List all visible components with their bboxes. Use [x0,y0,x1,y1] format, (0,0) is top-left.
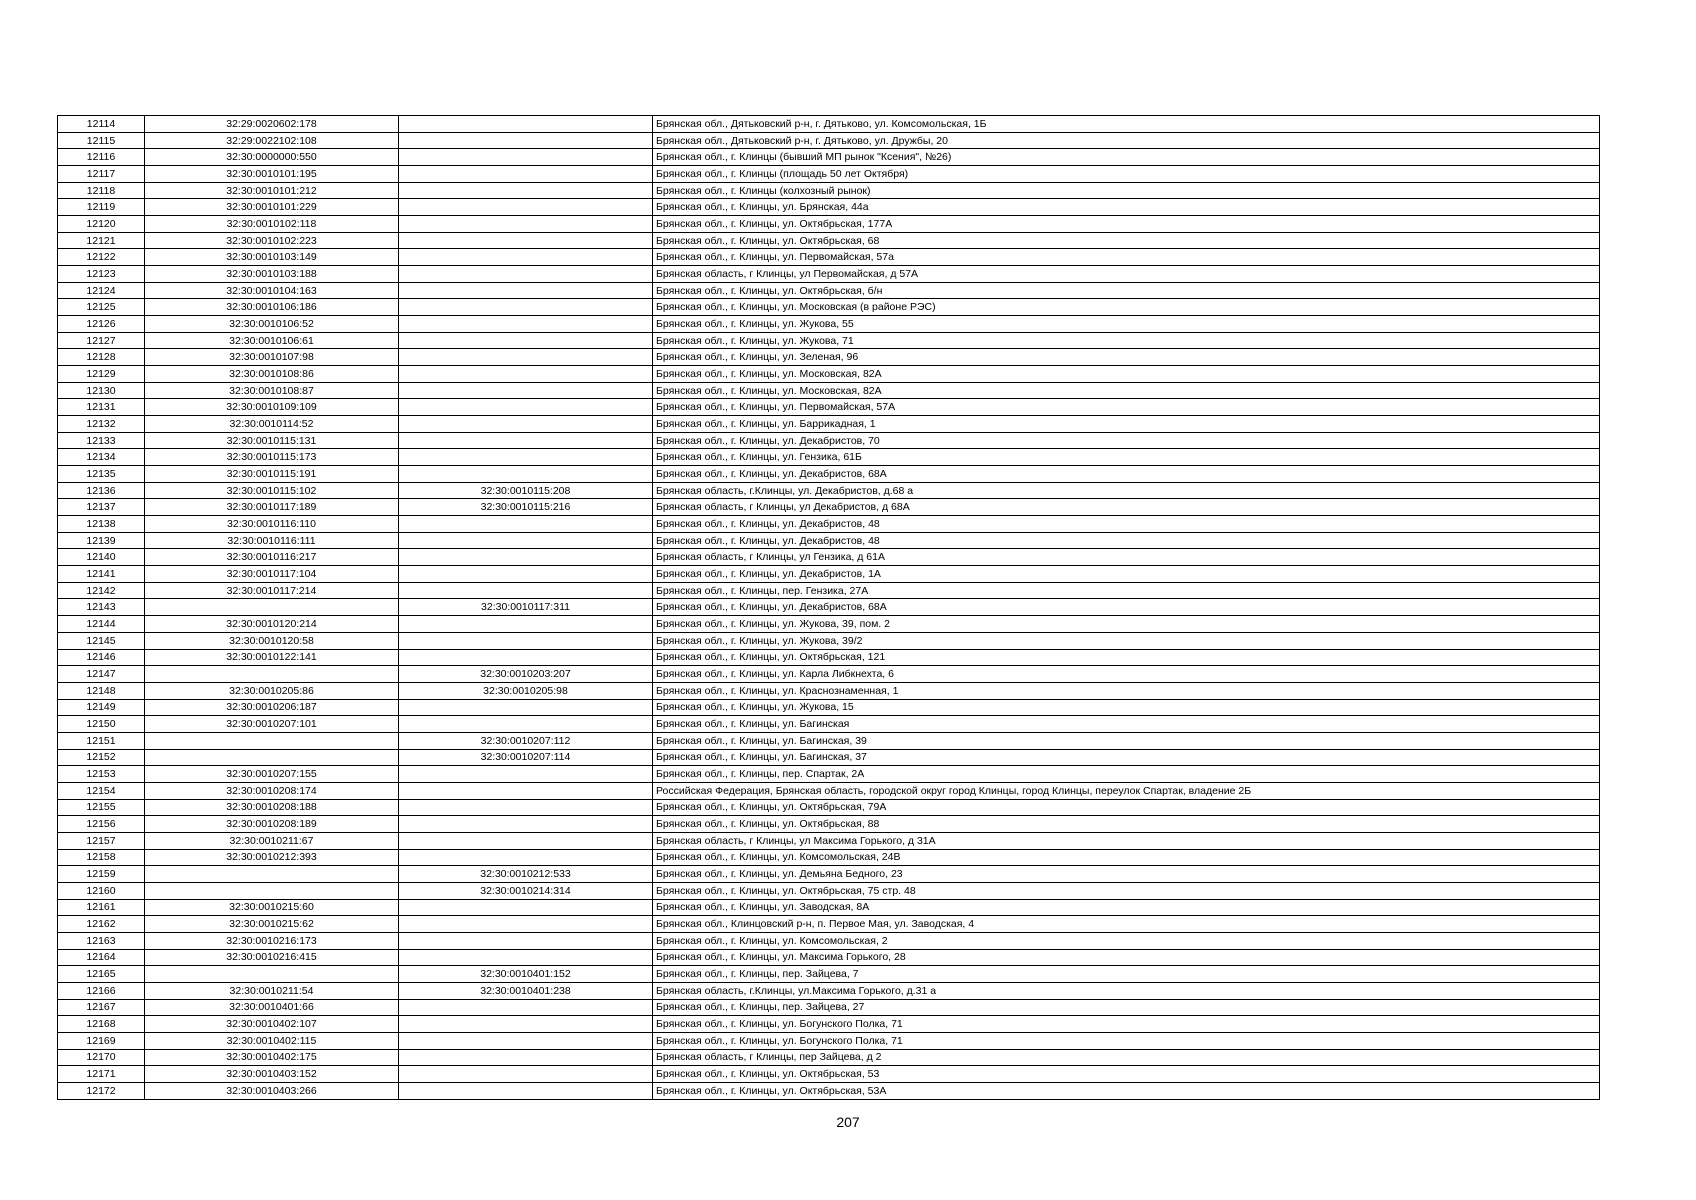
cadastral-number-cell: 32:30:0010108:87 [145,382,399,399]
row-number-cell: 12126 [58,316,145,333]
table-row [58,532,1600,549]
row-number-cell: 12156 [58,816,145,833]
row-number-cell: 12152 [58,749,145,766]
cadastral-number-cell: 32:30:0010117:189 [145,499,399,516]
related-cadastral-number-cell [399,1016,653,1033]
table-row [58,416,1600,433]
address-cell: Брянская обл., г. Клинцы, ул. Московская, 82А [653,366,1600,383]
cadastral-number-cell: 32:30:0000000:550 [145,149,399,166]
table-row [58,466,1600,483]
table-row [58,599,1600,616]
row-number-cell: 12122 [58,249,145,266]
table-row [58,916,1600,933]
related-cadastral-number-cell: 32:30:0010207:112 [399,732,653,749]
related-cadastral-number-cell [399,466,653,483]
address-cell: Брянская обл., г. Клинцы, ул. Октябрьская, 53А [653,1082,1600,1099]
table-row [58,216,1600,233]
cadastral-number-cell [145,749,399,766]
address-cell: Брянская обл., г. Клинцы, ул. Гензика, 61Б [653,449,1600,466]
address-cell: Брянская обл., г. Клинцы, ул. Октябрьская, б/н [653,282,1600,299]
cadastral-number-cell: 32:30:0010117:104 [145,566,399,583]
cadastral-number-cell: 32:30:0010106:61 [145,332,399,349]
registry-table [57,115,1600,1100]
cadastral-number-cell [145,882,399,899]
row-number-cell: 12153 [58,766,145,783]
address-cell: Брянская область, г Клинцы, ул Гензика, д 61А [653,549,1600,566]
address-cell: Брянская обл., г. Клинцы, ул. Октябрьская, 68 [653,232,1600,249]
cadastral-number-cell [145,666,399,683]
related-cadastral-number-cell [399,516,653,533]
address-cell: Брянская обл., г. Клинцы (площадь 50 лет Октября) [653,166,1600,183]
related-cadastral-number-cell [399,349,653,366]
table-row [58,832,1600,849]
table-row [58,249,1600,266]
cadastral-number-cell: 32:30:0010120:214 [145,616,399,633]
row-number-cell: 12160 [58,882,145,899]
row-number-cell: 12127 [58,332,145,349]
address-cell: Брянская обл., г. Клинцы, ул. Московская (в районе РЭС) [653,299,1600,316]
address-cell: Брянская обл., г. Клинцы, ул. Жукова, 39, пом. 2 [653,616,1600,633]
row-number-cell: 12134 [58,449,145,466]
address-cell: Брянская обл., г. Клинцы, ул. Демьяна Бедного, 23 [653,866,1600,883]
table-row [58,149,1600,166]
row-number-cell: 12168 [58,1016,145,1033]
related-cadastral-number-cell [399,832,653,849]
related-cadastral-number-cell [399,1049,653,1066]
row-number-cell: 12124 [58,282,145,299]
cadastral-number-cell: 32:30:0010114:52 [145,416,399,433]
address-cell: Брянская обл., г. Клинцы, ул. Декабристов, 1А [653,566,1600,583]
table-row [58,649,1600,666]
row-number-cell: 12121 [58,232,145,249]
table-row [58,582,1600,599]
table-row [58,999,1600,1016]
related-cadastral-number-cell [399,916,653,933]
cadastral-number-cell: 32:30:0010208:188 [145,799,399,816]
address-cell: Брянская обл., г. Клинцы (колхозный рынок) [653,182,1600,199]
table-row [58,116,1600,133]
cadastral-number-cell: 32:30:0010115:191 [145,466,399,483]
address-cell: Брянская обл., г. Клинцы, ул. Брянская, 44а [653,199,1600,216]
cadastral-number-cell: 32:30:0010115:102 [145,482,399,499]
address-cell: Брянская обл., г. Клинцы, пер. Зайцева, 27 [653,999,1600,1016]
address-cell: Брянская обл., г. Клинцы, ул. Комсомольская, 24В [653,849,1600,866]
table-row [58,699,1600,716]
cadastral-number-cell: 32:29:0022102:108 [145,132,399,149]
table-row [58,632,1600,649]
row-number-cell: 12128 [58,349,145,366]
table-row [58,566,1600,583]
table-row [58,549,1600,566]
address-cell: Брянская область, г.Клинцы, ул.Максима Горького, д.31 а [653,982,1600,999]
row-number-cell: 12150 [58,716,145,733]
cadastral-number-cell: 32:30:0010207:155 [145,766,399,783]
related-cadastral-number-cell [399,766,653,783]
row-number-cell: 12162 [58,916,145,933]
related-cadastral-number-cell [399,432,653,449]
related-cadastral-number-cell [399,332,653,349]
registry-table-container [57,115,1600,1100]
table-row [58,816,1600,833]
address-cell: Брянская обл., г. Клинцы, ул. Багинская [653,716,1600,733]
table-row [58,616,1600,633]
table-row [58,449,1600,466]
cadastral-number-cell: 32:30:0010106:52 [145,316,399,333]
related-cadastral-number-cell [399,699,653,716]
related-cadastral-number-cell: 32:30:0010115:216 [399,499,653,516]
table-row [58,1049,1600,1066]
related-cadastral-number-cell [399,999,653,1016]
row-number-cell: 12120 [58,216,145,233]
related-cadastral-number-cell [399,249,653,266]
row-number-cell: 12170 [58,1049,145,1066]
row-number-cell: 12166 [58,982,145,999]
cadastral-number-cell: 32:30:0010115:131 [145,432,399,449]
cadastral-number-cell: 32:30:0010216:415 [145,949,399,966]
related-cadastral-number-cell [399,449,653,466]
table-row [58,732,1600,749]
cadastral-number-cell: 32:30:0010102:118 [145,216,399,233]
row-number-cell: 12116 [58,149,145,166]
row-number-cell: 12164 [58,949,145,966]
cadastral-number-cell: 32:30:0010116:111 [145,532,399,549]
row-number-cell: 12136 [58,482,145,499]
row-number-cell: 12125 [58,299,145,316]
related-cadastral-number-cell [399,382,653,399]
address-cell: Брянская область, г.Клинцы, ул. Декабристов, д.68 а [653,482,1600,499]
related-cadastral-number-cell [399,166,653,183]
cadastral-number-cell: 32:30:0010101:212 [145,182,399,199]
address-cell: Брянская обл., Клинцовский р-н, п. Первое Мая, ул. Заводская, 4 [653,916,1600,933]
cadastral-number-cell: 32:30:0010207:101 [145,716,399,733]
cadastral-number-cell: 32:30:0010120:58 [145,632,399,649]
related-cadastral-number-cell [399,616,653,633]
cadastral-number-cell [145,732,399,749]
table-row [58,432,1600,449]
cadastral-number-cell: 32:30:0010117:214 [145,582,399,599]
related-cadastral-number-cell [399,266,653,283]
row-number-cell: 12141 [58,566,145,583]
address-cell: Брянская обл., г. Клинцы, ул. Октябрьская, 177А [653,216,1600,233]
address-cell: Брянская обл., г. Клинцы, ул. Заводская, 8А [653,899,1600,916]
related-cadastral-number-cell [399,1066,653,1083]
row-number-cell: 12131 [58,399,145,416]
address-cell: Брянская обл., г. Клинцы, ул. Декабристов, 70 [653,432,1600,449]
cadastral-number-cell: 32:30:0010401:66 [145,999,399,1016]
table-row [58,266,1600,283]
cadastral-number-cell: 32:30:0010104:163 [145,282,399,299]
row-number-cell: 12117 [58,166,145,183]
related-cadastral-number-cell [399,649,653,666]
cadastral-number-cell: 32:30:0010208:189 [145,816,399,833]
row-number-cell: 12148 [58,682,145,699]
cadastral-number-cell: 32:30:0010402:107 [145,1016,399,1033]
cadastral-number-cell [145,866,399,883]
row-number-cell: 12143 [58,599,145,616]
related-cadastral-number-cell: 32:30:0010401:152 [399,966,653,983]
row-number-cell: 12135 [58,466,145,483]
address-cell: Брянская обл., г. Клинцы, ул. Багинская, 39 [653,732,1600,749]
address-cell: Брянская обл., г. Клинцы, ул. Московская, 82А [653,382,1600,399]
cadastral-number-cell: 32:30:0010122:141 [145,649,399,666]
table-row [58,482,1600,499]
cadastral-number-cell: 32:30:0010215:60 [145,899,399,916]
table-row [58,316,1600,333]
cadastral-number-cell: 32:30:0010403:266 [145,1082,399,1099]
row-number-cell: 12167 [58,999,145,1016]
related-cadastral-number-cell: 32:30:0010212:533 [399,866,653,883]
related-cadastral-number-cell [399,816,653,833]
related-cadastral-number-cell [399,282,653,299]
table-row [58,199,1600,216]
table-row [58,1066,1600,1083]
cadastral-number-cell: 32:30:0010402:115 [145,1032,399,1049]
cadastral-number-cell: 32:30:0010402:175 [145,1049,399,1066]
address-cell: Брянская обл., г. Клинцы, ул. Октябрьская, 88 [653,816,1600,833]
cadastral-number-cell: 32:30:0010205:86 [145,682,399,699]
related-cadastral-number-cell: 32:30:0010115:208 [399,482,653,499]
address-cell: Брянская обл., г. Клинцы, ул. Жукова, 71 [653,332,1600,349]
related-cadastral-number-cell: 32:30:0010117:311 [399,599,653,616]
table-row [58,866,1600,883]
related-cadastral-number-cell [399,932,653,949]
table-row [58,516,1600,533]
related-cadastral-number-cell [399,782,653,799]
related-cadastral-number-cell [399,132,653,149]
row-number-cell: 12145 [58,632,145,649]
related-cadastral-number-cell [399,549,653,566]
related-cadastral-number-cell: 32:30:0010203:207 [399,666,653,683]
row-number-cell: 12130 [58,382,145,399]
address-cell: Брянская обл., г. Клинцы, ул. Комсомольская, 2 [653,932,1600,949]
related-cadastral-number-cell [399,849,653,866]
address-cell: Брянская область, г Клинцы, ул Максима Горького, д 31А [653,832,1600,849]
related-cadastral-number-cell [399,199,653,216]
address-cell: Брянская обл., г. Клинцы, ул. Зеленая, 96 [653,349,1600,366]
row-number-cell: 12138 [58,516,145,533]
related-cadastral-number-cell [399,1032,653,1049]
row-number-cell: 12114 [58,116,145,133]
address-cell: Брянская обл., г. Клинцы, ул. Октябрьская, 75 стр. 48 [653,882,1600,899]
row-number-cell: 12151 [58,732,145,749]
address-cell: Брянская область, г Клинцы, ул Первомайская, д 57А [653,266,1600,283]
related-cadastral-number-cell [399,216,653,233]
related-cadastral-number-cell [399,299,653,316]
related-cadastral-number-cell [399,949,653,966]
cadastral-number-cell: 32:30:0010101:229 [145,199,399,216]
table-row [58,182,1600,199]
table-row [58,782,1600,799]
table-row [58,232,1600,249]
table-row [58,949,1600,966]
address-cell: Брянская обл., г. Клинцы, ул. Богунского Полка, 71 [653,1016,1600,1033]
table-row [58,1016,1600,1033]
table-row [58,666,1600,683]
address-cell: Брянская обл., г. Клинцы, пер. Спартак, 2А [653,766,1600,783]
cadastral-number-cell [145,599,399,616]
row-number-cell: 12144 [58,616,145,633]
row-number-cell: 12149 [58,699,145,716]
table-row [58,799,1600,816]
address-cell: Брянская обл., г. Клинцы, пер. Зайцева, 7 [653,966,1600,983]
address-cell: Брянская обл., г. Клинцы, ул. Первомайская, 57а [653,249,1600,266]
table-row [58,882,1600,899]
row-number-cell: 12129 [58,366,145,383]
table-row [58,966,1600,983]
table-row [58,766,1600,783]
related-cadastral-number-cell [399,716,653,733]
row-number-cell: 12171 [58,1066,145,1083]
table-row [58,399,1600,416]
table-row [58,932,1600,949]
related-cadastral-number-cell [399,416,653,433]
address-cell: Брянская обл., г. Клинцы, ул. Жукова, 39/2 [653,632,1600,649]
cadastral-number-cell: 32:30:0010107:98 [145,349,399,366]
address-cell: Брянская обл., г. Клинцы, ул. Богунского Полка, 71 [653,1032,1600,1049]
address-cell: Российская Федерация, Брянская область, городской округ город Клинцы, город Клинцы, переулок Спартак, владение 2Б [653,782,1600,799]
address-cell: Брянская обл., г. Клинцы (бывший МП рынок "Ксения", №26) [653,149,1600,166]
address-cell: Брянская обл., г. Клинцы, ул. Жукова, 55 [653,316,1600,333]
row-number-cell: 12165 [58,966,145,983]
table-row [58,716,1600,733]
cadastral-number-cell: 32:30:0010208:174 [145,782,399,799]
address-cell: Брянская обл., Дятьковский р-н, г. Дятьково, ул. Комсомольская, 1Б [653,116,1600,133]
row-number-cell: 12118 [58,182,145,199]
row-number-cell: 12137 [58,499,145,516]
cadastral-number-cell: 32:30:0010206:187 [145,699,399,716]
table-row [58,1032,1600,1049]
table-row [58,682,1600,699]
cadastral-number-cell: 32:30:0010109:109 [145,399,399,416]
row-number-cell: 12123 [58,266,145,283]
table-row [58,849,1600,866]
row-number-cell: 12161 [58,899,145,916]
related-cadastral-number-cell [399,582,653,599]
row-number-cell: 12172 [58,1082,145,1099]
address-cell: Брянская обл., г. Клинцы, ул. Краснознаменная, 1 [653,682,1600,699]
related-cadastral-number-cell [399,149,653,166]
address-cell: Брянская обл., г. Клинцы, ул. Октябрьская, 79А [653,799,1600,816]
cadastral-number-cell: 32:30:0010115:173 [145,449,399,466]
row-number-cell: 12158 [58,849,145,866]
row-number-cell: 12155 [58,799,145,816]
related-cadastral-number-cell: 32:30:0010205:98 [399,682,653,699]
row-number-cell: 12159 [58,866,145,883]
related-cadastral-number-cell [399,566,653,583]
address-cell: Брянская обл., г. Клинцы, ул. Декабристов, 68А [653,466,1600,483]
cadastral-number-cell: 32:30:0010211:67 [145,832,399,849]
table-row [58,982,1600,999]
address-cell: Брянская обл., г. Клинцы, пер. Гензика, 27А [653,582,1600,599]
table-row [58,349,1600,366]
address-cell: Брянская обл., г. Клинцы, ул. Карла Либкнехта, 6 [653,666,1600,683]
row-number-cell: 12157 [58,832,145,849]
related-cadastral-number-cell [399,799,653,816]
cadastral-number-cell: 32:29:0020602:178 [145,116,399,133]
related-cadastral-number-cell [399,399,653,416]
related-cadastral-number-cell [399,899,653,916]
cadastral-number-cell: 32:30:0010211:54 [145,982,399,999]
table-row [58,282,1600,299]
address-cell: Брянская обл., г. Клинцы, ул. Октябрьская, 53 [653,1066,1600,1083]
table-row [58,332,1600,349]
address-cell: Брянская обл., Дятьковский р-н, г. Дятьково, ул. Дружбы, 20 [653,132,1600,149]
related-cadastral-number-cell [399,182,653,199]
address-cell: Брянская обл., г. Клинцы, ул. Декабристов, 48 [653,532,1600,549]
related-cadastral-number-cell [399,116,653,133]
row-number-cell: 12115 [58,132,145,149]
related-cadastral-number-cell: 32:30:0010214:314 [399,882,653,899]
row-number-cell: 12169 [58,1032,145,1049]
row-number-cell: 12139 [58,532,145,549]
table-row [58,899,1600,916]
row-number-cell: 12154 [58,782,145,799]
table-row [58,132,1600,149]
address-cell: Брянская обл., г. Клинцы, ул. Максима Горького, 28 [653,949,1600,966]
related-cadastral-number-cell [399,1082,653,1099]
cadastral-number-cell: 32:30:0010116:217 [145,549,399,566]
row-number-cell: 12142 [58,582,145,599]
cadastral-number-cell: 32:30:0010103:188 [145,266,399,283]
address-cell: Брянская обл., г. Клинцы, ул. Багинская, 37 [653,749,1600,766]
table-row [58,299,1600,316]
related-cadastral-number-cell [399,532,653,549]
address-cell: Брянская обл., г. Клинцы, ул. Октябрьская, 121 [653,649,1600,666]
cadastral-number-cell: 32:30:0010106:186 [145,299,399,316]
cadastral-number-cell: 32:30:0010212:393 [145,849,399,866]
address-cell: Брянская обл., г. Клинцы, ул. Жукова, 15 [653,699,1600,716]
table-body [58,116,1600,1100]
table-row [58,1082,1600,1099]
cadastral-number-cell: 32:30:0010101:195 [145,166,399,183]
cadastral-number-cell: 32:30:0010403:152 [145,1066,399,1083]
address-cell: Брянская обл., г. Клинцы, ул. Баррикадная, 1 [653,416,1600,433]
table-row [58,749,1600,766]
table-row [58,382,1600,399]
table-row [58,499,1600,516]
address-cell: Брянская область, г Клинцы, ул Декабристов, д 68А [653,499,1600,516]
row-number-cell: 12146 [58,649,145,666]
row-number-cell: 12132 [58,416,145,433]
related-cadastral-number-cell [399,632,653,649]
cadastral-number-cell: 32:30:0010102:223 [145,232,399,249]
table-row [58,166,1600,183]
row-number-cell: 12133 [58,432,145,449]
table-row [58,366,1600,383]
address-cell: Брянская обл., г. Клинцы, ул. Первомайская, 57А [653,399,1600,416]
related-cadastral-number-cell [399,316,653,333]
row-number-cell: 12140 [58,549,145,566]
related-cadastral-number-cell [399,366,653,383]
cadastral-number-cell: 32:30:0010215:62 [145,916,399,933]
page-number: 207 [836,1114,860,1130]
related-cadastral-number-cell: 32:30:0010401:238 [399,982,653,999]
cadastral-number-cell: 32:30:0010116:110 [145,516,399,533]
cadastral-number-cell: 32:30:0010108:86 [145,366,399,383]
address-cell: Брянская обл., г. Клинцы, ул. Декабристов, 48 [653,516,1600,533]
row-number-cell: 12119 [58,199,145,216]
cadastral-number-cell: 32:30:0010216:173 [145,932,399,949]
related-cadastral-number-cell [399,232,653,249]
address-cell: Брянская обл., г. Клинцы, ул. Декабристов, 68А [653,599,1600,616]
address-cell: Брянская область, г Клинцы, пер Зайцева, д 2 [653,1049,1600,1066]
related-cadastral-number-cell: 32:30:0010207:114 [399,749,653,766]
row-number-cell: 12147 [58,666,145,683]
cadastral-number-cell [145,966,399,983]
cadastral-number-cell: 32:30:0010103:149 [145,249,399,266]
row-number-cell: 12163 [58,932,145,949]
